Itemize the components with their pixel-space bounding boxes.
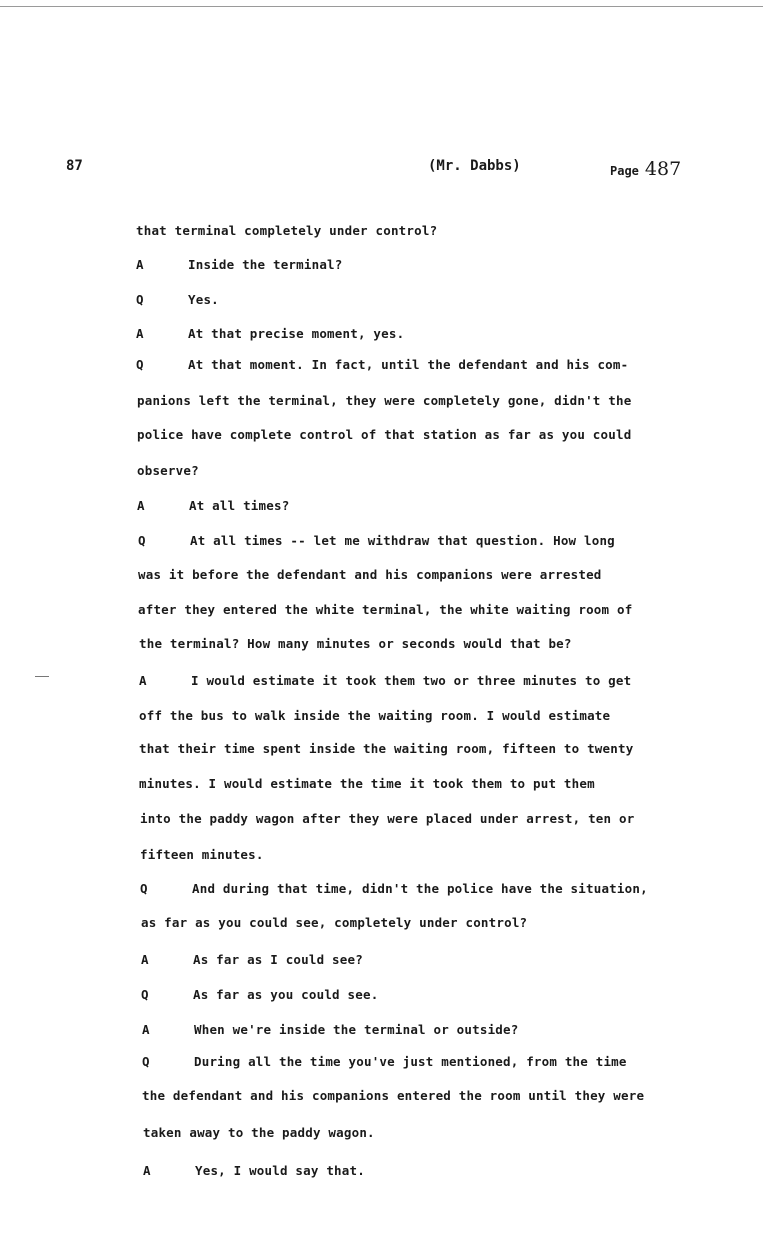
transcript-text: During all the time you've just mentioned, from the time [194,1054,627,1069]
transcript-text: police have complete control of that station as far as you could [137,427,632,442]
transcript-line [137,498,289,513]
page-stamp: 487 [644,158,682,180]
transcript-text: into the paddy wagon after they were placed under arrest, ten or [140,811,635,826]
transcript-text: At that precise moment, yes. [188,326,405,341]
transcript-text: observe? [137,463,199,478]
transcript-line [140,811,634,826]
transcript-text: that terminal completely under control? [136,223,438,238]
transcript-text: I would estimate it took them two or three minutes to get [191,673,632,688]
transcript-line [140,847,264,862]
transcript-line [139,708,610,723]
transcript-text: Inside the terminal? [188,257,343,272]
transcript-line [143,1125,375,1140]
transcript-text: As far as I could see? [193,952,363,967]
transcript-text: taken away to the paddy wagon. [143,1125,375,1140]
transcript-line [139,673,631,688]
transcript-text: Yes. [188,292,219,307]
transcript-text: At that moment. In fact, until the defendant and his com- [188,357,629,372]
question-tag: Q [136,292,144,307]
question-tag: Q [138,533,146,548]
transcript-line [137,463,199,478]
transcript-line [136,257,343,272]
transcript-line [136,223,437,238]
margin-mark [35,676,49,677]
question-tag: Q [136,357,144,372]
speaker-label: (Mr. Dabbs) [428,158,521,174]
answer-tag: A [136,257,144,272]
transcript-line [142,1022,518,1037]
transcript-line [136,292,219,307]
answer-tag: A [136,326,144,341]
transcript-line [139,776,595,791]
transcript-text: as far as you could see, completely under control? [141,915,528,930]
transcript-line [138,567,602,582]
transcript-text: minutes. I would estimate the time it took them to put them [139,776,595,791]
top-rule [0,6,763,7]
transcript-line [137,393,631,408]
answer-tag: A [143,1163,151,1178]
answer-tag: A [142,1022,150,1037]
transcript-text: And during that time, didn't the police have the situation, [192,881,648,896]
transcript-text: off the bus to walk inside the waiting room. I would estimate [139,708,611,723]
transcript-text: At all times? [189,498,290,513]
transcript-line [137,427,631,442]
transcript-line [138,602,632,617]
page-label [610,158,681,180]
transcript-text: At all times -- let me withdraw that question. How long [190,533,615,548]
answer-tag: A [141,952,149,967]
transcript-text: that their time spent inside the waiting room, fifteen to twenty [139,741,634,756]
transcript-text: As far as you could see. [193,987,379,1002]
transcript-text: Yes, I would say that. [195,1163,365,1178]
answer-tag: A [137,498,145,513]
page-label-text: Page [610,164,639,178]
transcript-line [139,741,633,756]
transcript-line [141,987,378,1002]
transcript-line [141,915,527,930]
transcript-text: the defendant and his companions entered the room until they were [142,1088,645,1103]
transcript-text: fifteen minutes. [140,847,264,862]
transcript-line [138,533,615,548]
transcript-text: was it before the defendant and his companions were arrested [138,567,602,582]
question-tag: Q [140,881,148,896]
transcript-text: When we're inside the terminal or outside? [194,1022,519,1037]
transcript-line [142,1054,627,1069]
transcript-line [143,1163,365,1178]
transcript-text: panions left the terminal, they were completely gone, didn't the [137,393,632,408]
transcript-line [141,952,363,967]
transcript-text: the terminal? How many minutes or seconds would that be? [139,636,572,651]
answer-tag: A [139,673,147,688]
transcript-line [136,357,628,372]
question-tag: Q [141,987,149,1002]
page-number: 87 [66,158,83,174]
transcript-line [136,326,404,341]
transcript-text: after they entered the white terminal, the white waiting room of [138,602,633,617]
transcript-line [139,636,572,651]
transcript-line [140,881,648,896]
transcript-line [142,1088,644,1103]
question-tag: Q [142,1054,150,1069]
